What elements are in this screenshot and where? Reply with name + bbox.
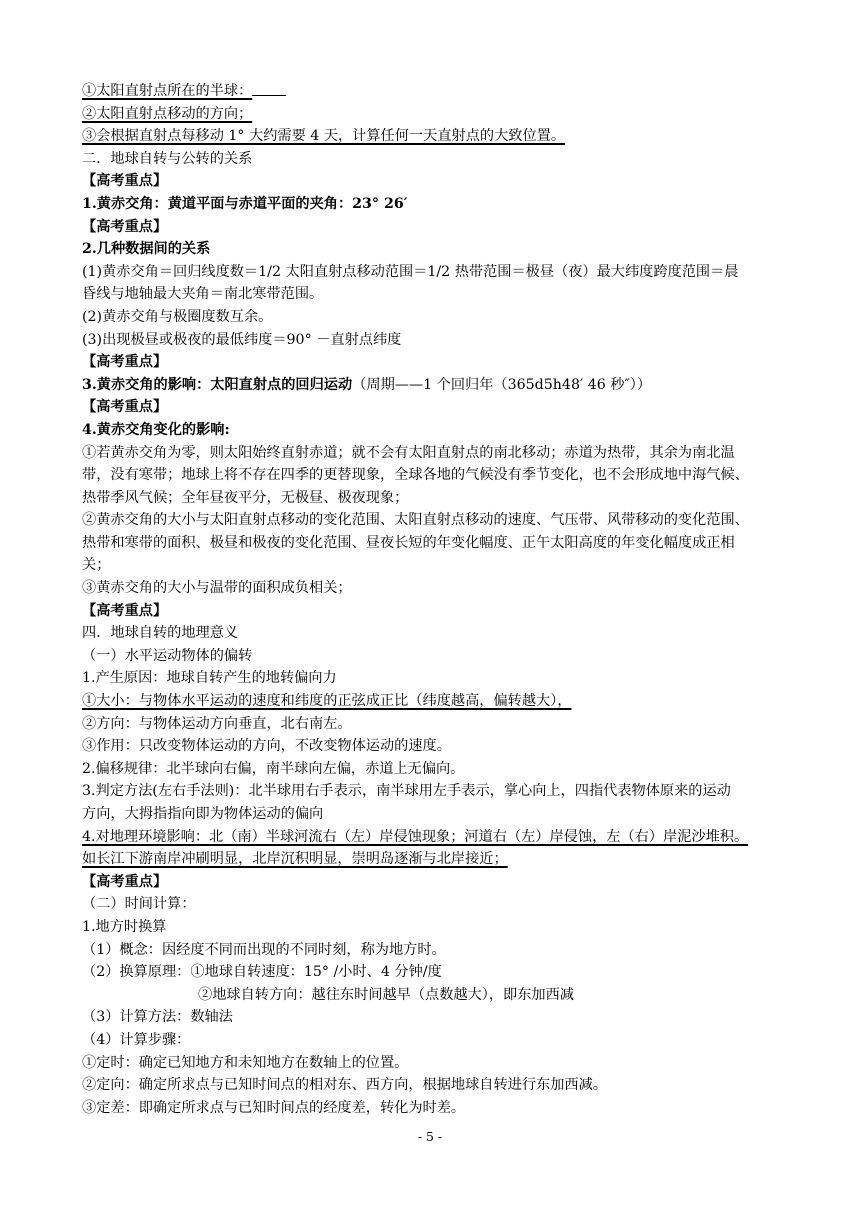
text-line: 1.黄赤交角：黄道平面与赤道平面的夹角：23° 26′ <box>82 195 408 212</box>
text-line: （2）换算原理：①地球自转速度：15° /小时、4 分钟/度 <box>82 964 442 981</box>
text-line: 带，没有寒带；地球上将不存在四季的更替现象，全球各地的气候没有季节变化，也不会形成地中海气候、 <box>82 467 749 484</box>
page-number: - 5 - <box>417 1129 443 1144</box>
text-line: ①太阳直射点所在的半球： <box>82 80 782 103</box>
text-line: 热带季风气候；全年昼夜平分，无极昼、极夜现象； <box>82 489 409 506</box>
text-line: (3)出现极昼或极夜的最低纬度＝90° －直射点纬度 <box>82 331 402 348</box>
text-line: （4）计算步骤： <box>82 1031 191 1048</box>
text-line: 1.地方时换算 <box>82 918 167 935</box>
key-point-tag: 【高考重点】 <box>82 218 168 235</box>
text-line: ①定时：确定已知地方和未知地方在数轴上的位置。 <box>82 1054 409 1071</box>
text-line: 4.对地理环境影响：北（南）半球河流右（左）岸侵蚀现象；河道右（左）岸侵蚀，左（右）岸泥沙堆积。 <box>82 828 749 845</box>
text-line: 3.黄赤交角的影响：太阳直射点的回归运动（周期——1 个回归年（365d5h48′ 46 秒″）） <box>82 376 652 393</box>
key-point-tag: 【高考重点】 <box>82 399 168 416</box>
key-point-tag: 【高考重点】 <box>82 173 168 190</box>
text-line: 关； <box>82 557 111 574</box>
text-line: ②定向：确定所求点与已知时间点的相对东、西方向，根据地球自转进行东加西减。 <box>82 1077 607 1094</box>
text-line: ②黄赤交角的大小与太阳直射点移动的变化范围、太阳直射点移动的速度、气压带、风带移动的变化范围、 <box>82 512 749 529</box>
text-line: （1）概念：因经度不同而出现的不同时刻，称为地方时。 <box>82 941 446 958</box>
subheading: 2.几种数据间的关系 <box>82 241 211 258</box>
text-line: 昏线与地轴最大夹角＝南北寒带范围。 <box>82 286 324 303</box>
text-line: 2.偏移规律：北半球向右偏，南半球向左偏，赤道上无偏向。 <box>82 760 465 777</box>
text-line: 热带和寒带的面积、极昼和极夜的变化范围、昼夜长短的年变化幅度、正午太阳高度的年变化幅度成正相 <box>82 534 735 551</box>
text-line: 方向，大拇指指向即为物体运动的偏向 <box>82 806 324 822</box>
text-line: ①大小：与物体水平运动的速度和纬度的正弦成正比（纬度越高，偏转越大）， <box>82 693 572 710</box>
text-line: ②地球自转方向：越往东时间越早（点数越大），即东加西减 <box>198 986 574 1003</box>
text-line: ③会根据直射点每移动 1° 大约需要 4 天，计算任何一天直射点的大致位置。 <box>82 128 566 145</box>
subheading: （一）水平运动物体的偏转 <box>82 647 253 664</box>
subheading: （二）时间计算： <box>82 896 196 913</box>
text-line: ③作用：只改变物体运动的方向，不改变物体运动的速度。 <box>82 738 451 755</box>
key-point-tag: 【高考重点】 <box>82 602 168 619</box>
section-heading: 二．地球自转与公转的关系 <box>82 150 253 167</box>
text-line: (1)黄赤交角＝回归线度数＝1/2 太阳直射点移动范围＝1/2 热带范围＝极昼（夜）最大纬度跨度范围＝晨 <box>82 263 739 280</box>
key-point-tag: 【高考重点】 <box>82 354 168 371</box>
text-line: 1.产生原因：地球自转产生的地转偏向力 <box>82 670 337 687</box>
text-line: ③定差：即确定所求点与已知时间点的经度差，转化为时差。 <box>82 1099 466 1116</box>
text-line: 3.判定方法(左右手法则)：北半球用右手表示，南半球用左手表示，掌心向上，四指代表物体原来的运动 <box>82 783 731 800</box>
text-line: （3）计算方法：数轴法 <box>82 1009 233 1026</box>
text-line: ②太阳直射点移动的方向； <box>82 105 253 122</box>
subheading: 4.黄赤交角变化的影响: <box>82 421 230 438</box>
text-line: 如长江下游南岸冲刷明显，北岸沉积明显，崇明岛逐渐与北岸接近； <box>82 851 508 868</box>
text-line: ②方向：与物体运动方向垂直，北右南左。 <box>82 715 352 732</box>
text-line: (2)黄赤交角与极圈度数互余。 <box>82 308 273 325</box>
document-body <box>82 80 782 1119</box>
section-heading: 四．地球自转的地理意义 <box>82 625 239 642</box>
answer-blank <box>252 81 286 96</box>
key-point-tag: 【高考重点】 <box>82 873 168 890</box>
text-line: ①若黄赤交角为零，则太阳始终直射赤道；就不会有太阳直射点的南北移动；赤道为热带，其余为南北温 <box>82 444 735 461</box>
text-line: ③黄赤交角的大小与温带的面积成负相关； <box>82 580 352 597</box>
